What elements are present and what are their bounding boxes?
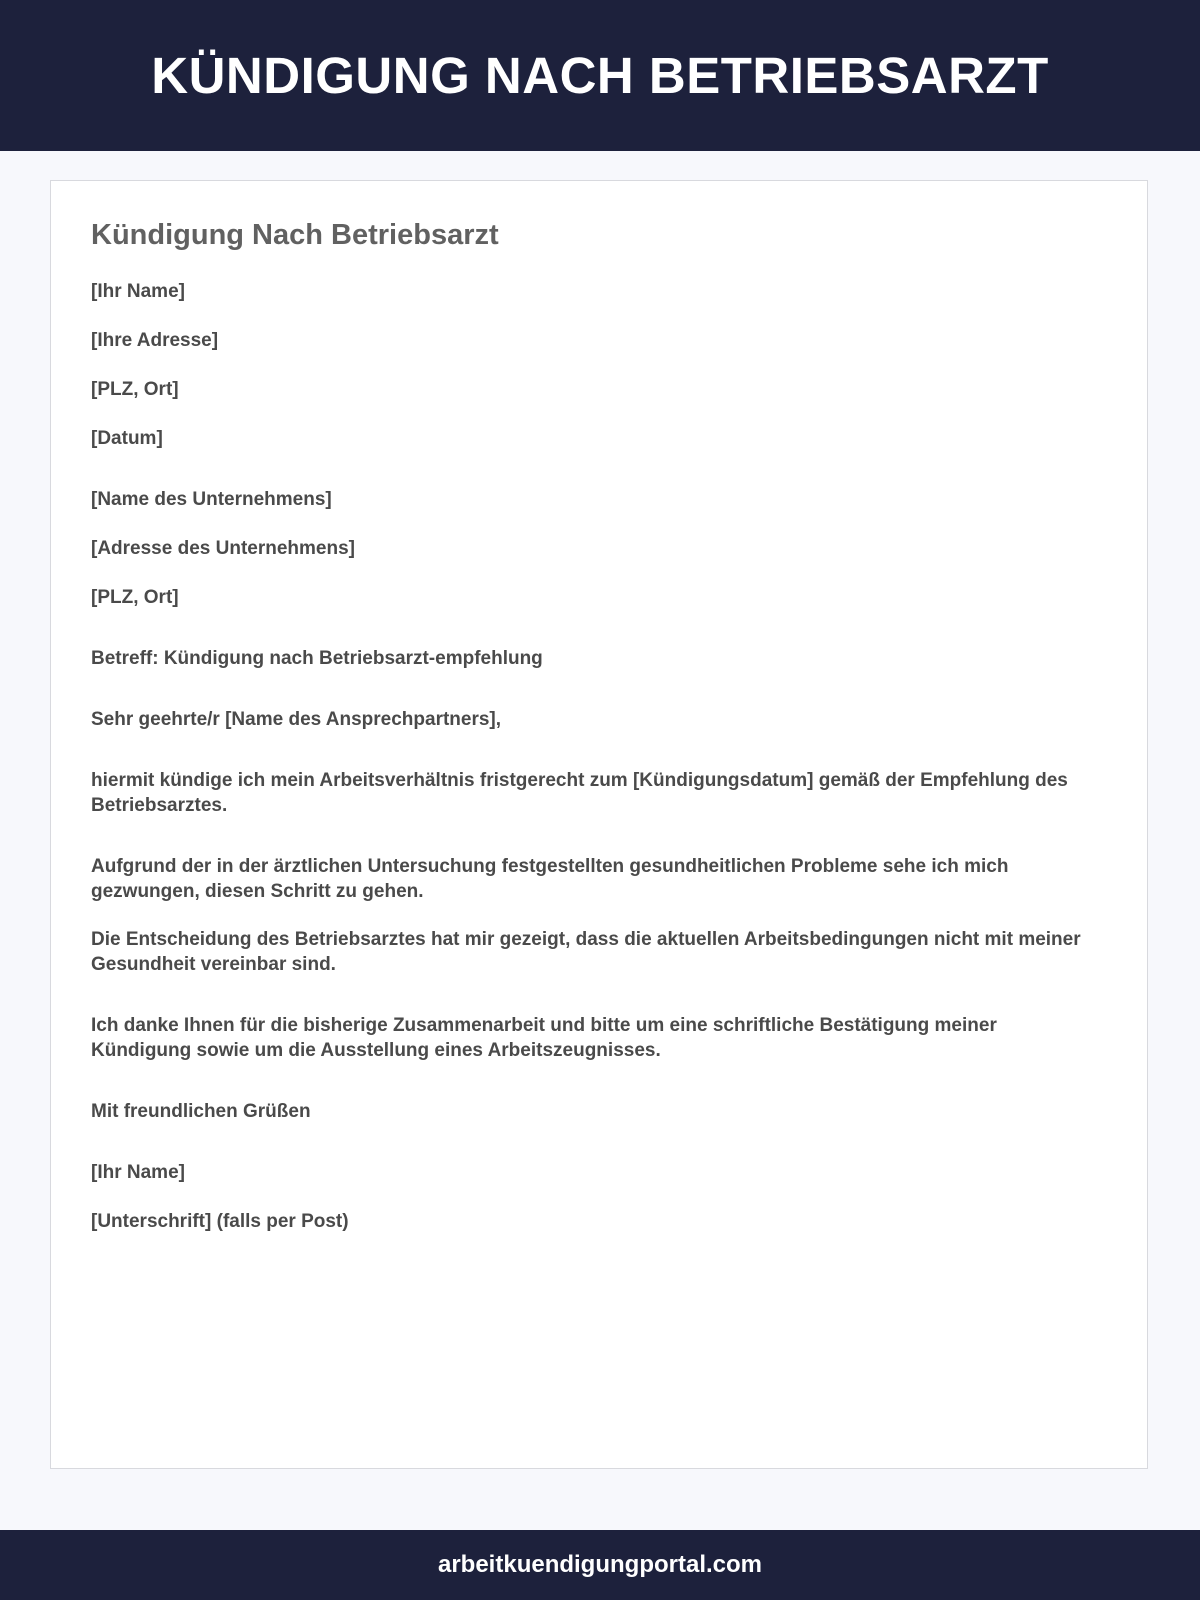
- sender-name: [Ihr Name]: [91, 281, 185, 302]
- letter-card: [50, 180, 1148, 1469]
- letter-paragraph-3: Die Entscheidung des Betriebsarztes hat mir gezeigt, dass die aktuellen Arbeitsbedingungen nicht mit meiner Gesundheit vereinbar sind.: [91, 929, 1081, 975]
- company-city: [PLZ, Ort]: [91, 587, 179, 608]
- letter-paragraph-4: Ich danke Ihnen für die bisherige Zusammenarbeit und bitte um eine schriftliche Bestätigung meiner Kündigung sowie um die Ausstellung eines Arbeitszeugnisses.: [91, 1015, 997, 1061]
- company-address: [Adresse des Unternehmens]: [91, 538, 355, 559]
- letter-paragraph-2: Aufgrund der in der ärztlichen Untersuchung festgestellten gesundheitlichen Probleme sehe ich mich gezwungen, diesen Schritt zu gehen.: [91, 856, 1009, 902]
- letter-subject: Betreff: Kündigung nach Betriebsarzt-empfehlung: [91, 648, 543, 669]
- signature-note: [Unterschrift] (falls per Post): [91, 1211, 349, 1232]
- sender-address: [Ihre Adresse]: [91, 330, 219, 351]
- letter-closing: Mit freundlichen Grüßen: [91, 1101, 311, 1122]
- sender-city: [PLZ, Ort]: [91, 379, 179, 400]
- page-header: [0, 0, 1200, 151]
- letter-date: [Datum]: [91, 428, 163, 449]
- letter-salutation: Sehr geehrte/r [Name des Ansprechpartners],: [91, 709, 502, 730]
- company-name: [Name des Unternehmens]: [91, 489, 332, 510]
- signature-name: [Ihr Name]: [91, 1162, 185, 1183]
- page-footer: [0, 1530, 1200, 1600]
- footer-site-name: arbeitkuendigungportal.com: [437, 1551, 763, 1578]
- page-title: KÜNDIGUNG NACH BETRIEBSARZT: [151, 47, 1049, 104]
- letter-title: Kündigung Nach Betriebsarzt: [91, 219, 499, 251]
- letter-paragraph-1: hiermit kündige ich mein Arbeitsverhältnis fristgerecht zum [Kündigungsdatum] gemäß der Empfehlung des Betriebsarztes.: [91, 770, 1068, 816]
